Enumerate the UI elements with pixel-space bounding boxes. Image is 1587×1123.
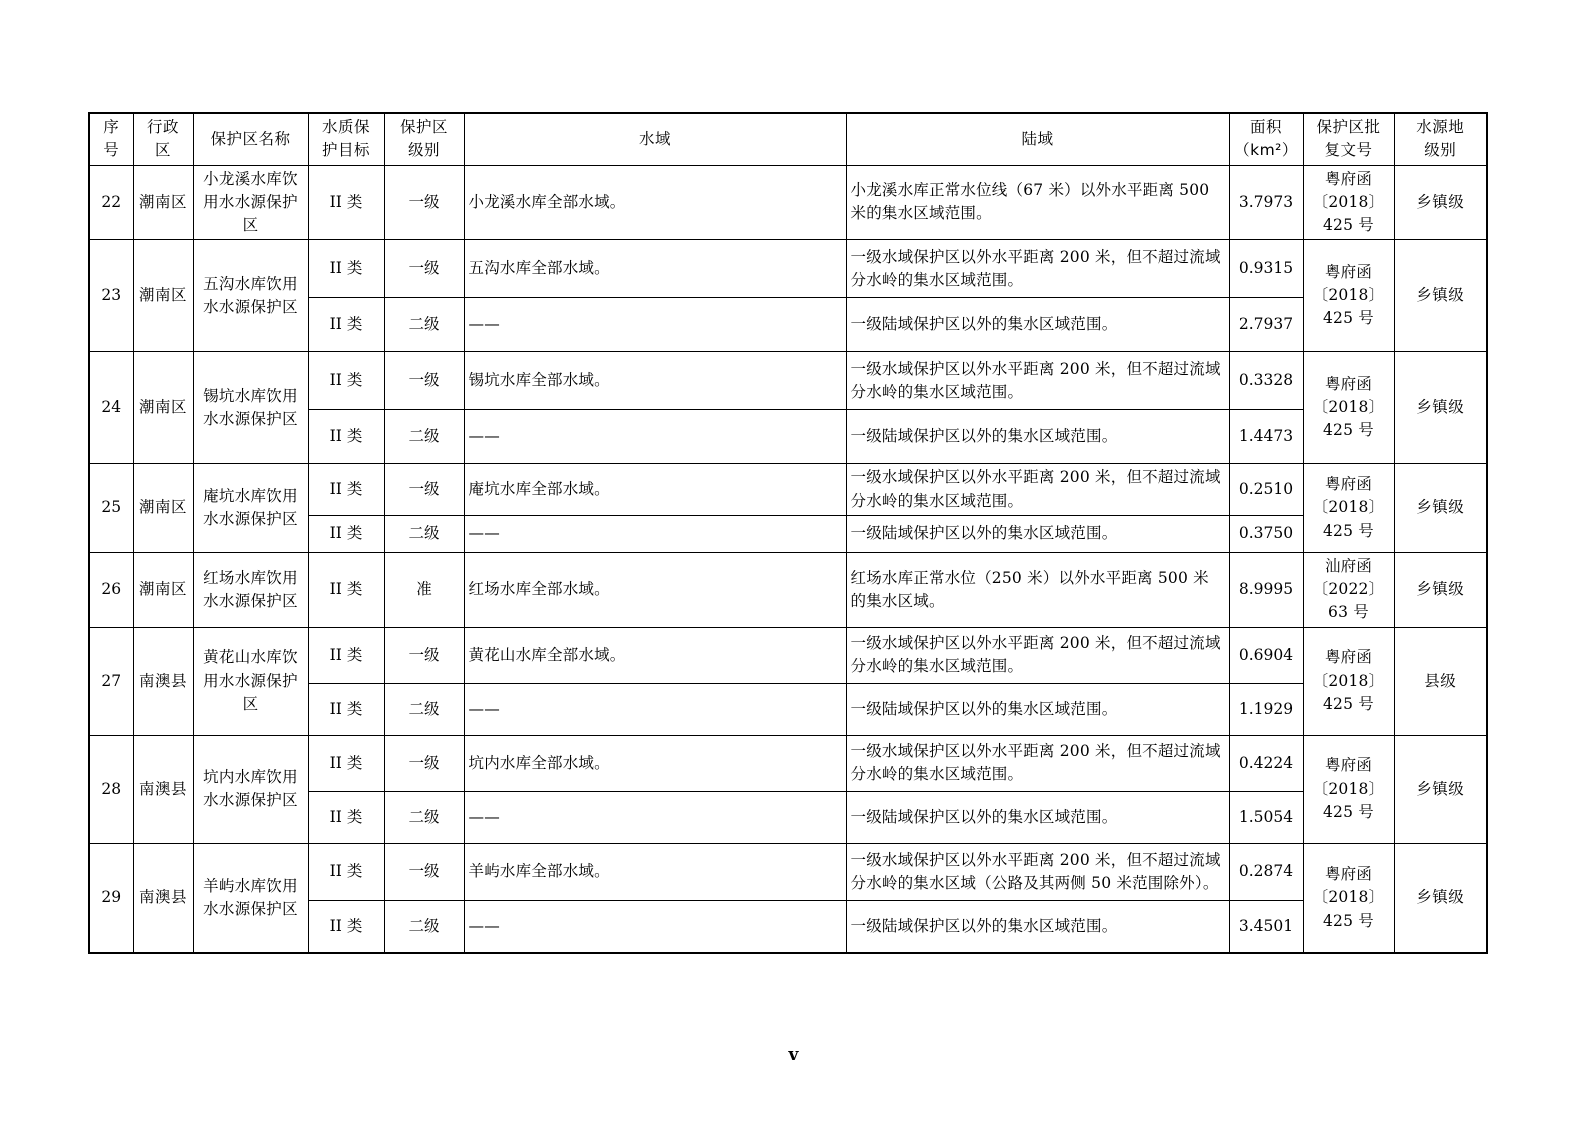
cell-district: 潮南区	[133, 552, 193, 627]
cell-zone-level: 二级	[384, 298, 464, 352]
cell-water-area: 羊屿水库全部水域。	[464, 843, 846, 900]
table-header-row	[89, 113, 1487, 165]
header-line: 保护区名称	[210, 129, 291, 148]
cell-quality-goal: II 类	[308, 240, 384, 298]
cell-district: 南澳县	[133, 735, 193, 843]
column-header-source-level	[1394, 113, 1487, 165]
cell-zone-level: 二级	[384, 410, 464, 464]
header-line: （km²）	[1234, 141, 1298, 160]
cell-water-area: 锡坑水库全部水域。	[464, 352, 846, 410]
cell-land-area: 一级水域保护区以外水平距离 200 米，但不超过流域分水岭的集水区域范围。	[846, 464, 1229, 516]
cell-water-area: 黄花山水库全部水域。	[464, 627, 846, 683]
cell-land-area: 一级水域保护区以外水平距离 200 米，但不超过流域分水岭的集水区域范围。	[846, 240, 1229, 298]
cell-land-area: 一级陆域保护区以外的集水区域范围。	[846, 683, 1229, 735]
header-line: 号	[103, 141, 120, 160]
table-row	[89, 735, 1487, 791]
cell-water-area: ——	[464, 515, 846, 552]
header-line: 水源地	[1416, 118, 1465, 136]
cell-land-area: 一级陆域保护区以外的集水区域范围。	[846, 900, 1229, 953]
header-line: 级别	[407, 141, 440, 160]
cell-source-level: 乡镇级	[1394, 240, 1487, 352]
cell-source-level: 乡镇级	[1394, 843, 1487, 953]
cell-land-area: 一级陆域保护区以外的集水区域范围。	[846, 515, 1229, 552]
cell-zone-level: 一级	[384, 352, 464, 410]
table-row	[89, 627, 1487, 683]
header-line: 区	[154, 141, 171, 160]
cell-water-area: ——	[464, 298, 846, 352]
column-header-quality-goal	[308, 113, 384, 165]
cell-approval-document: 粤府函〔2018〕425 号	[1303, 352, 1394, 464]
header-line: 级别	[1424, 141, 1457, 160]
cell-area-km2: 2.7937	[1229, 298, 1303, 352]
table-row	[89, 352, 1487, 410]
cell-district: 潮南区	[133, 464, 193, 553]
cell-sequence-number: 25	[89, 464, 133, 553]
cell-zone-name: 小龙溪水库饮用水水源保护区	[193, 165, 308, 240]
cell-zone-name: 庵坑水库饮用水水源保护区	[193, 464, 308, 553]
cell-area-km2: 1.1929	[1229, 683, 1303, 735]
table-body	[89, 165, 1487, 953]
page-number: v	[788, 1045, 799, 1065]
cell-sequence-number: 26	[89, 552, 133, 627]
cell-quality-goal: II 类	[308, 410, 384, 464]
header-line: 陆域	[1021, 129, 1054, 148]
cell-land-area: 一级水域保护区以外水平距离 200 米，但不超过流域分水岭的集水区域范围。	[846, 352, 1229, 410]
table-row	[89, 464, 1487, 516]
column-header-area	[1229, 113, 1303, 165]
cell-quality-goal: II 类	[308, 352, 384, 410]
cell-land-area: 一级陆域保护区以外的集水区域范围。	[846, 298, 1229, 352]
cell-approval-document: 粤府函〔2018〕425 号	[1303, 735, 1394, 843]
cell-quality-goal: II 类	[308, 464, 384, 516]
column-header-land-area	[846, 113, 1229, 165]
cell-area-km2: 0.2510	[1229, 464, 1303, 516]
cell-quality-goal: II 类	[308, 165, 384, 240]
cell-land-area: 红场水库正常水位（250 米）以外水平距离 500 米的集水区域。	[846, 552, 1229, 627]
cell-approval-document: 粤府函〔2018〕425 号	[1303, 240, 1394, 352]
cell-approval-document: 粤府函〔2018〕425 号	[1303, 165, 1394, 240]
cell-source-level: 乡镇级	[1394, 165, 1487, 240]
cell-land-area: 一级水域保护区以外水平距离 200 米，但不超过流域分水岭的集水区域范围。	[846, 735, 1229, 791]
cell-area-km2: 3.4501	[1229, 900, 1303, 953]
cell-area-km2: 1.4473	[1229, 410, 1303, 464]
cell-district: 潮南区	[133, 352, 193, 464]
cell-area-km2: 3.7973	[1229, 165, 1303, 240]
table-row	[89, 165, 1487, 240]
cell-zone-level: 二级	[384, 900, 464, 953]
cell-area-km2: 8.9995	[1229, 552, 1303, 627]
cell-water-area: 坑内水库全部水域。	[464, 735, 846, 791]
cell-water-area: 庵坑水库全部水域。	[464, 464, 846, 516]
cell-approval-document: 粤府函〔2018〕425 号	[1303, 627, 1394, 735]
cell-water-area: 小龙溪水库全部水域。	[464, 165, 846, 240]
cell-water-area: ——	[464, 900, 846, 953]
protection-zone-table	[88, 112, 1488, 954]
header-line: 保护区	[399, 118, 448, 136]
cell-area-km2: 0.3750	[1229, 515, 1303, 552]
cell-area-km2: 0.4224	[1229, 735, 1303, 791]
cell-zone-level: 二级	[384, 683, 464, 735]
column-header-seq	[89, 113, 133, 165]
cell-land-area: 一级陆域保护区以外的集水区域范围。	[846, 791, 1229, 843]
cell-source-level: 县级	[1394, 627, 1487, 735]
cell-land-area: 一级陆域保护区以外的集水区域范围。	[846, 410, 1229, 464]
cell-land-area: 一级水域保护区以外水平距离 200 米，但不超过流域分水岭的集水区域范围。	[846, 627, 1229, 683]
cell-source-level: 乡镇级	[1394, 552, 1487, 627]
cell-water-area: ——	[464, 410, 846, 464]
cell-zone-level: 一级	[384, 165, 464, 240]
cell-quality-goal: II 类	[308, 552, 384, 627]
cell-quality-goal: II 类	[308, 900, 384, 953]
column-header-zone-name	[193, 113, 308, 165]
cell-zone-level: 一级	[384, 627, 464, 683]
cell-sequence-number: 27	[89, 627, 133, 735]
header-line: 序	[103, 118, 120, 136]
cell-land-area: 一级水域保护区以外水平距离 200 米，但不超过流域分水岭的集水区域（公路及其两侧 50 米范围除外）。	[846, 843, 1229, 900]
cell-sequence-number: 28	[89, 735, 133, 843]
cell-water-area: 红场水库全部水域。	[464, 552, 846, 627]
cell-quality-goal: II 类	[308, 843, 384, 900]
table-row	[89, 240, 1487, 298]
cell-district: 南澳县	[133, 627, 193, 735]
table-header	[89, 113, 1487, 165]
cell-source-level: 乡镇级	[1394, 464, 1487, 553]
cell-zone-level: 一级	[384, 464, 464, 516]
header-line: 水域	[638, 129, 671, 148]
cell-zone-name: 黄花山水库饮用水水源保护区	[193, 627, 308, 735]
cell-land-area: 小龙溪水库正常水位线（67 米）以外水平距离 500 米的集水区域范围。	[846, 165, 1229, 240]
cell-quality-goal: II 类	[308, 735, 384, 791]
cell-zone-name: 红场水库饮用水水源保护区	[193, 552, 308, 627]
column-header-water-area	[464, 113, 846, 165]
cell-water-area: ——	[464, 791, 846, 843]
cell-area-km2: 0.3328	[1229, 352, 1303, 410]
cell-district: 潮南区	[133, 240, 193, 352]
cell-sequence-number: 29	[89, 843, 133, 953]
cell-zone-level: 一级	[384, 735, 464, 791]
cell-sequence-number: 24	[89, 352, 133, 464]
cell-approval-document: 粤府函〔2018〕425 号	[1303, 464, 1394, 553]
protection-zone-table-wrapper	[88, 112, 1486, 954]
cell-water-area: 五沟水库全部水域。	[464, 240, 846, 298]
cell-zone-level: 二级	[384, 791, 464, 843]
header-line: 护目标	[321, 141, 370, 160]
cell-area-km2: 0.2874	[1229, 843, 1303, 900]
cell-zone-level: 准	[384, 552, 464, 627]
header-line: 行政	[146, 118, 179, 136]
header-line: 水质保	[321, 118, 370, 136]
cell-zone-name: 羊屿水库饮用水水源保护区	[193, 843, 308, 953]
cell-zone-name: 坑内水库饮用水水源保护区	[193, 735, 308, 843]
cell-area-km2: 1.5054	[1229, 791, 1303, 843]
header-line: 保护区批	[1316, 118, 1381, 136]
header-line: 面积	[1249, 118, 1282, 136]
cell-district: 南澳县	[133, 843, 193, 953]
cell-district: 潮南区	[133, 165, 193, 240]
cell-quality-goal: II 类	[308, 683, 384, 735]
cell-zone-level: 二级	[384, 515, 464, 552]
cell-area-km2: 0.6904	[1229, 627, 1303, 683]
cell-zone-level: 一级	[384, 240, 464, 298]
table-row	[89, 843, 1487, 900]
cell-quality-goal: II 类	[308, 298, 384, 352]
header-line: 复文号	[1324, 141, 1373, 160]
cell-sequence-number: 22	[89, 165, 133, 240]
cell-zone-name: 五沟水库饮用水水源保护区	[193, 240, 308, 352]
cell-area-km2: 0.9315	[1229, 240, 1303, 298]
cell-approval-document: 粤府函〔2018〕425 号	[1303, 843, 1394, 953]
cell-quality-goal: II 类	[308, 627, 384, 683]
cell-water-area: ——	[464, 683, 846, 735]
column-header-district	[133, 113, 193, 165]
cell-quality-goal: II 类	[308, 791, 384, 843]
column-header-zone-level	[384, 113, 464, 165]
cell-sequence-number: 23	[89, 240, 133, 352]
column-header-approval-doc	[1303, 113, 1394, 165]
table-row	[89, 552, 1487, 627]
cell-quality-goal: II 类	[308, 515, 384, 552]
cell-source-level: 乡镇级	[1394, 735, 1487, 843]
cell-approval-document: 汕府函〔2022〕63 号	[1303, 552, 1394, 627]
cell-source-level: 乡镇级	[1394, 352, 1487, 464]
cell-zone-level: 一级	[384, 843, 464, 900]
cell-zone-name: 锡坑水库饮用水水源保护区	[193, 352, 308, 464]
